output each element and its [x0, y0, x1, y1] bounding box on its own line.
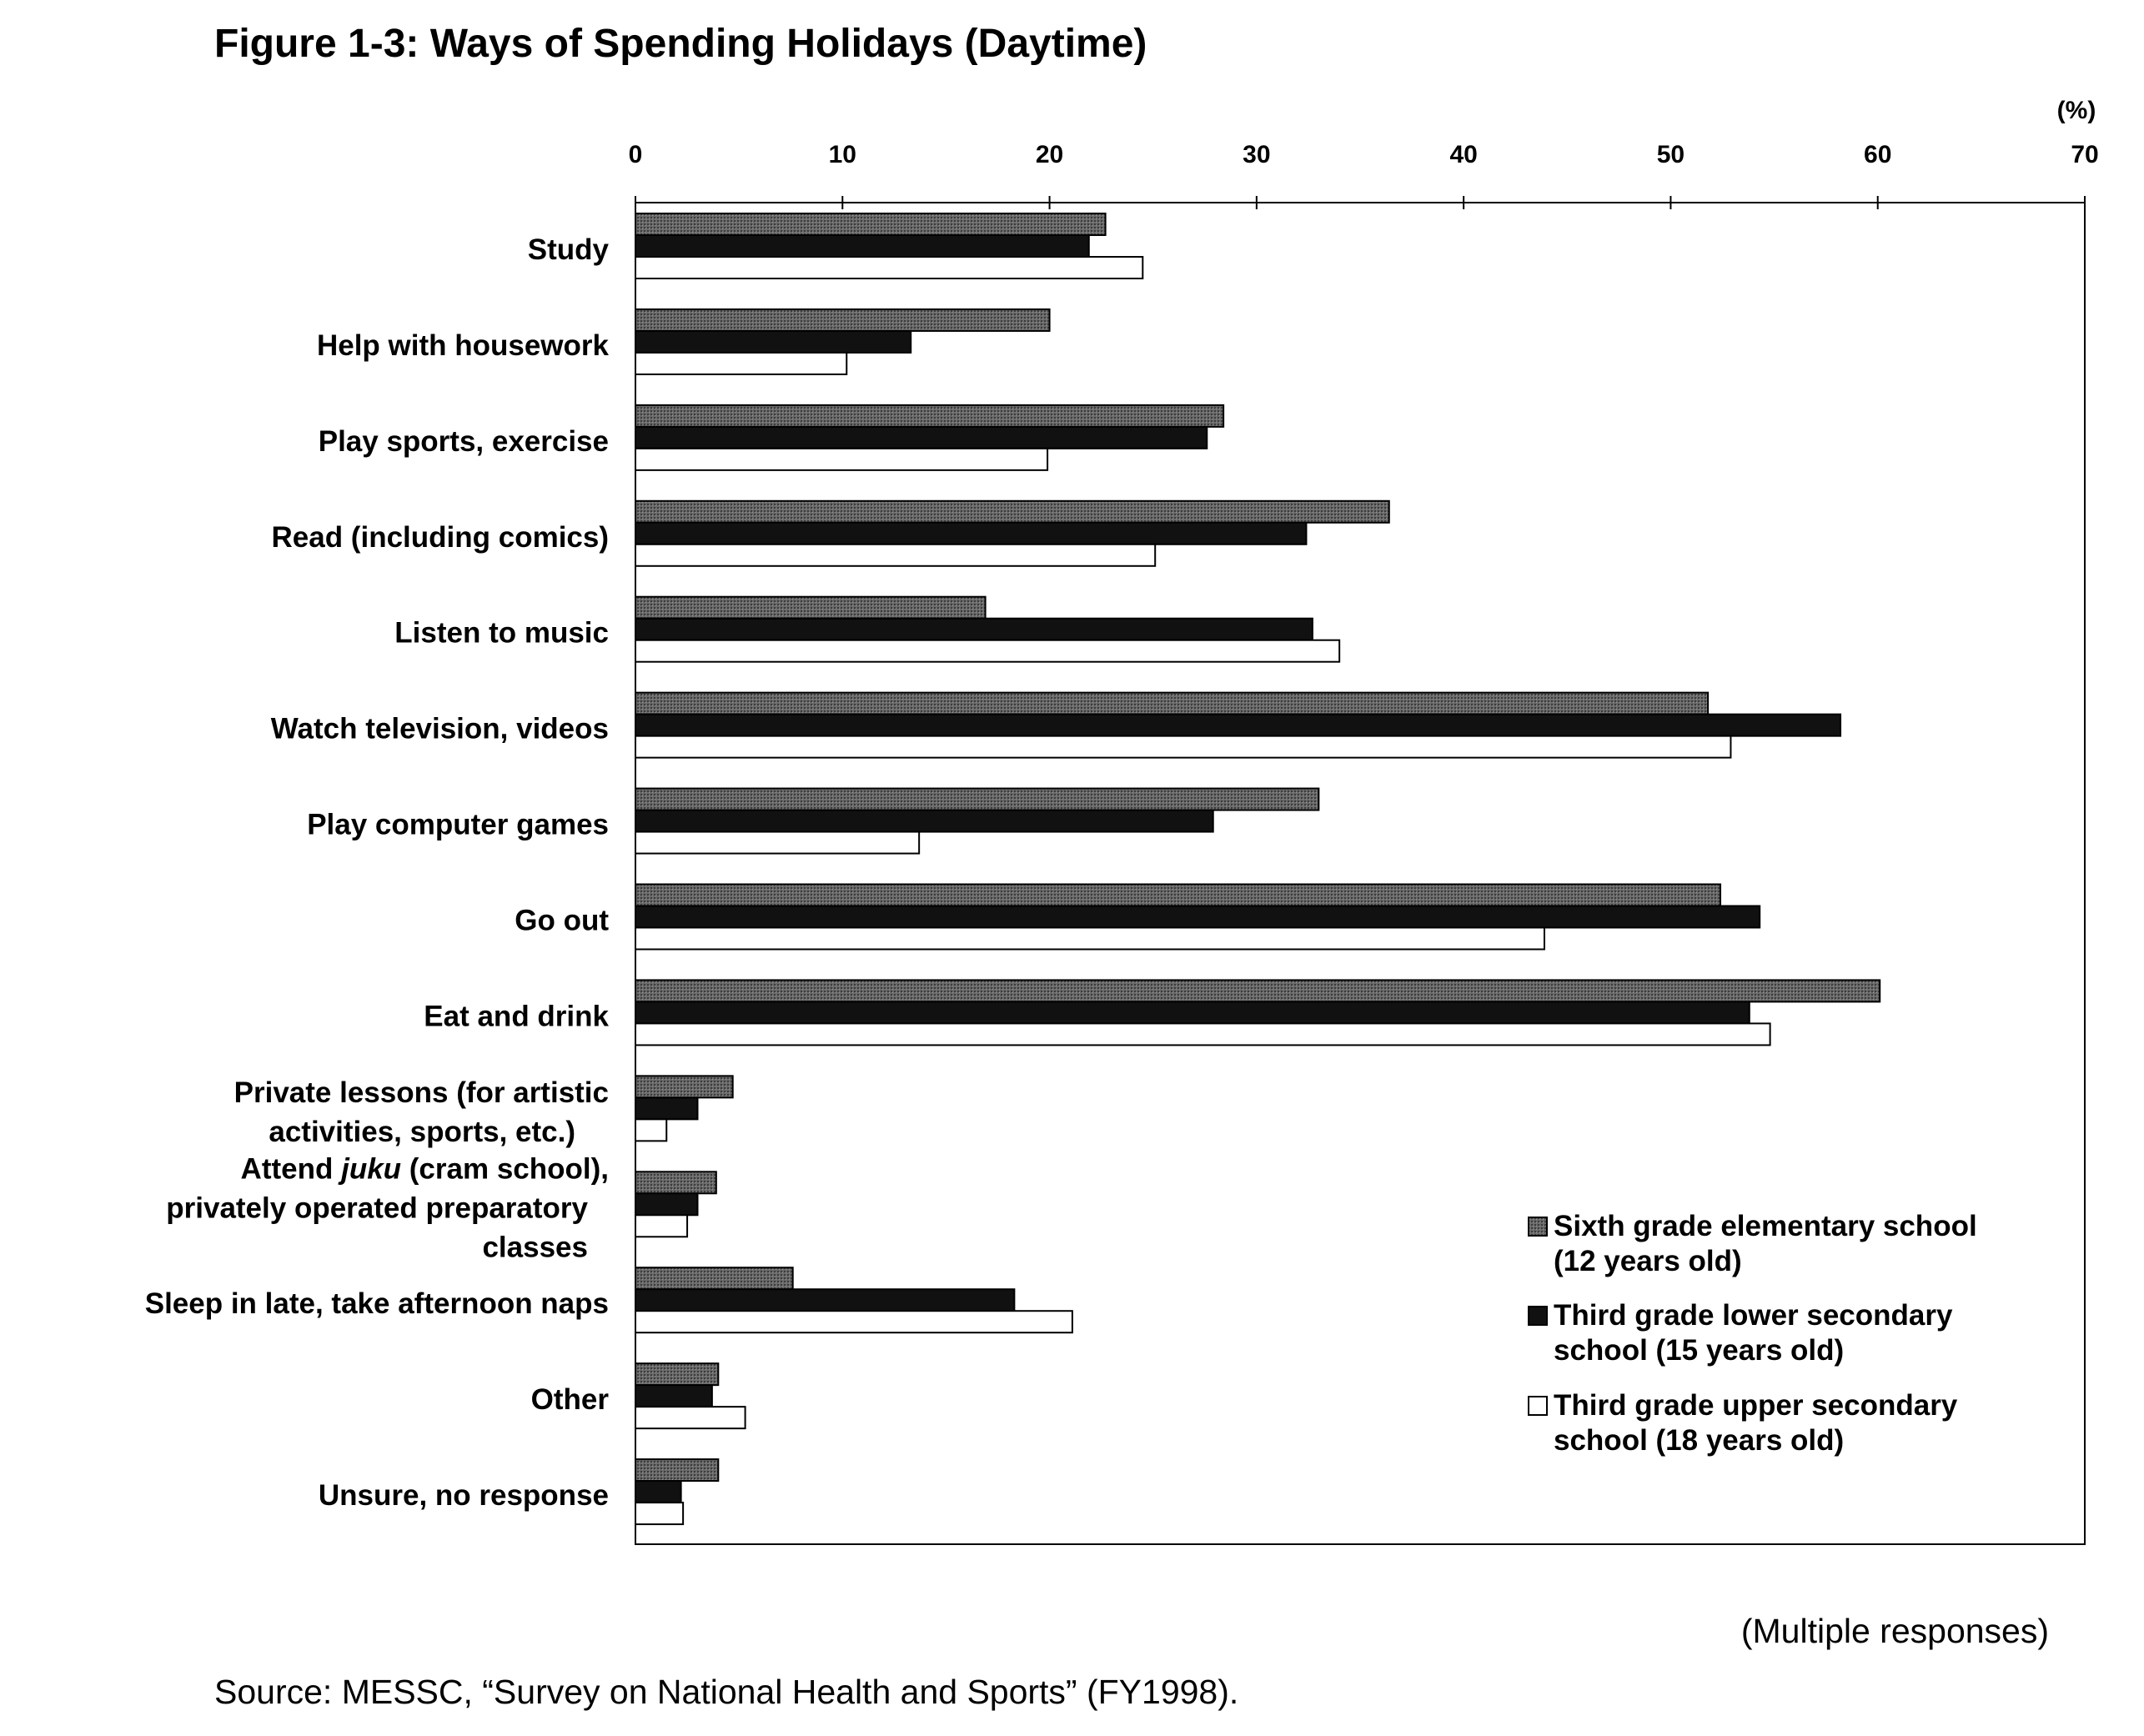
x-tick-label: 60	[1864, 141, 1892, 168]
x-tick-label: 30	[1243, 141, 1271, 168]
bar-series-2	[635, 906, 1760, 928]
legend-swatch	[1529, 1217, 1547, 1236]
bar-series-2	[635, 715, 1840, 736]
bar-series-3	[635, 353, 846, 374]
x-tick-label: 20	[1035, 141, 1064, 168]
source-note: Source: MESSC, “Survey on National Health and Sports” (FY1998).	[214, 1673, 1239, 1711]
category-label: Sleep in late, take afternoon naps	[144, 1287, 609, 1321]
legend-swatch	[1529, 1307, 1547, 1325]
category-label: Go out	[515, 904, 609, 937]
category-label: Help with housework	[316, 329, 609, 362]
bar-series-1	[635, 597, 986, 619]
bar-series-3	[635, 1407, 746, 1428]
bar-series-2	[635, 427, 1207, 449]
legend	[1529, 1210, 1977, 1457]
bar-series-2	[635, 619, 1313, 640]
category-label: Eat and drink	[424, 1000, 609, 1033]
category-label: Private lessons (for artistic	[233, 1076, 609, 1109]
plot-frame	[635, 203, 2085, 1544]
bar-series-2	[635, 1193, 697, 1215]
bar-series-2	[635, 1097, 697, 1119]
bar-series-1	[635, 980, 1880, 1001]
legend-label: Sixth grade elementary school	[1554, 1210, 1977, 1242]
category-label: privately operated preparatory	[166, 1192, 588, 1225]
category-label: classes	[482, 1231, 588, 1264]
legend-label: school (18 years old)	[1554, 1424, 1845, 1457]
bar-series-1	[635, 693, 1708, 715]
bar-series-3	[635, 544, 1155, 566]
category-label: Listen to music	[394, 616, 609, 650]
bar-series-3	[635, 1215, 687, 1237]
bar-series-3	[635, 1023, 1770, 1045]
bar-series-3	[635, 1119, 666, 1141]
bar-series-1	[635, 213, 1106, 235]
unit-label: (%)	[2056, 97, 2096, 124]
bar-series-2	[635, 331, 911, 353]
bar-series-1	[635, 1076, 733, 1097]
bar-series-2	[635, 810, 1213, 832]
bar-series-2	[635, 523, 1306, 544]
x-tick-label: 10	[828, 141, 856, 168]
category-label: Attend juku (cram school),	[240, 1152, 609, 1186]
bar-series-2	[635, 1289, 1014, 1311]
bar-series-1	[635, 1459, 718, 1481]
bar-series-3	[635, 1503, 683, 1524]
x-axis-ticks	[629, 141, 2099, 209]
bar-series-3	[635, 736, 1730, 758]
x-tick-label: 70	[2071, 141, 2099, 168]
bar-series-2	[635, 1001, 1750, 1023]
legend-label: Third grade lower secondary	[1554, 1299, 1953, 1332]
bar-series-1	[635, 1267, 793, 1289]
bar-series-2	[635, 1481, 681, 1503]
bar-series-1	[635, 1363, 718, 1385]
category-labels	[145, 233, 610, 1512]
category-label: activities, sports, etc.)	[269, 1115, 575, 1148]
legend-label: (12 years old)	[1554, 1245, 1742, 1277]
multiple-responses-note: (Multiple responses)	[1740, 1612, 2049, 1650]
bar-series-2	[635, 1385, 712, 1407]
bar-series-3	[635, 928, 1544, 950]
x-tick-label: 40	[1449, 141, 1478, 168]
plot-area	[635, 203, 2085, 1544]
bar-series-1	[635, 405, 1223, 427]
bar-series-1	[635, 1172, 716, 1193]
bar-series-1	[635, 885, 1720, 906]
bar-series-3	[635, 257, 1142, 278]
bar-series-3	[635, 449, 1047, 470]
chart-title: Figure 1-3: Ways of Spending Holidays (Daytime)	[214, 22, 1147, 66]
x-tick-label: 0	[628, 141, 643, 168]
x-tick-label: 50	[1656, 141, 1685, 168]
legend-label: school (15 years old)	[1554, 1334, 1845, 1367]
bar-series-1	[635, 501, 1389, 523]
legend-swatch	[1529, 1397, 1547, 1415]
bar-series-3	[635, 1311, 1072, 1332]
bar-series-1	[635, 789, 1318, 810]
bar-series-3	[635, 640, 1339, 662]
bar-series-3	[635, 832, 919, 854]
bar-series-1	[635, 309, 1050, 331]
legend-label: Third grade upper secondary	[1554, 1389, 1958, 1422]
bar-series-2	[635, 235, 1089, 257]
category-label: Watch television, videos	[270, 712, 609, 745]
category-label: Unsure, no response	[318, 1479, 609, 1513]
category-label: Study	[527, 233, 609, 266]
category-label: Read (including comics)	[271, 520, 609, 554]
category-label: Play computer games	[307, 808, 609, 841]
category-label: Other	[530, 1383, 609, 1417]
category-label: Play sports, exercise	[318, 424, 609, 458]
